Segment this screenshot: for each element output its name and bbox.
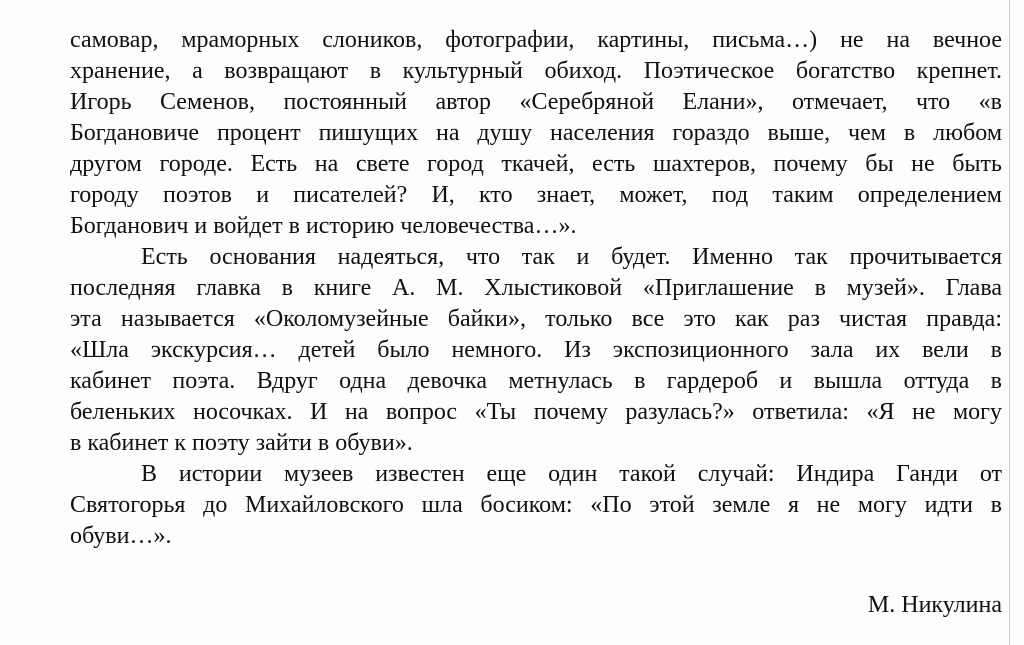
text-line: Святогорья до Михайловского шла босиком: «По этой земле я не могу идти в	[70, 492, 1002, 518]
text-line: эта называется «Околомузейные байки», только все это как раз чистая правда:	[70, 306, 1002, 332]
text-line: обуви…».	[70, 523, 172, 549]
text-line: самовар, мраморных слоников, фотографии, картины, письма…) не на вечное	[70, 27, 1002, 53]
text-line: беленьких носочках. И на вопрос «Ты почему разулась?» ответила: «Я не могу	[70, 399, 1002, 425]
article-text	[70, 25, 1002, 552]
author-signature: М. Никулина	[867, 592, 1002, 618]
text-line: хранение, а возвращают в культурный обиход. Поэтическое богатство крепнет.	[70, 58, 1002, 84]
text-line: кабинет поэта. Вдруг одна девочка метнулась в гардероб и вышла оттуда в	[70, 368, 1002, 394]
text-line: Богдановиче процент пишущих на душу населения гораздо выше, чем в любом	[70, 120, 1002, 146]
paragraph-first-line: В истории музеев известен еще один такой случай: Индира Ганди от	[141, 461, 1002, 487]
text-line: последняя главка в книге А. М. Хлыстиковой «Приглашение в музей». Глава	[70, 275, 1002, 301]
text-line: в кабинет к поэту зайти в обуви».	[70, 430, 413, 456]
text-line: Богданович и войдет в историю человечества…».	[70, 213, 577, 239]
paragraph-first-line: Есть основания надеяться, что так и будет. Именно так прочитывается	[141, 244, 1002, 270]
text-line: «Шла экскурсия… детей было немного. Из экспозиционного зала их вели в	[70, 337, 1002, 363]
text-line: другом городе. Есть на свете город ткачей, есть шахтеров, почему бы не быть	[70, 151, 1002, 177]
text-line: Игорь Семенов, постоянный автор «Серебряной Елани», отмечает, что «в	[70, 89, 1002, 115]
text-line: городу поэтов и писателей? И, кто знает, может, под таким определением	[70, 182, 1002, 208]
page-edge-line	[1009, 0, 1010, 645]
